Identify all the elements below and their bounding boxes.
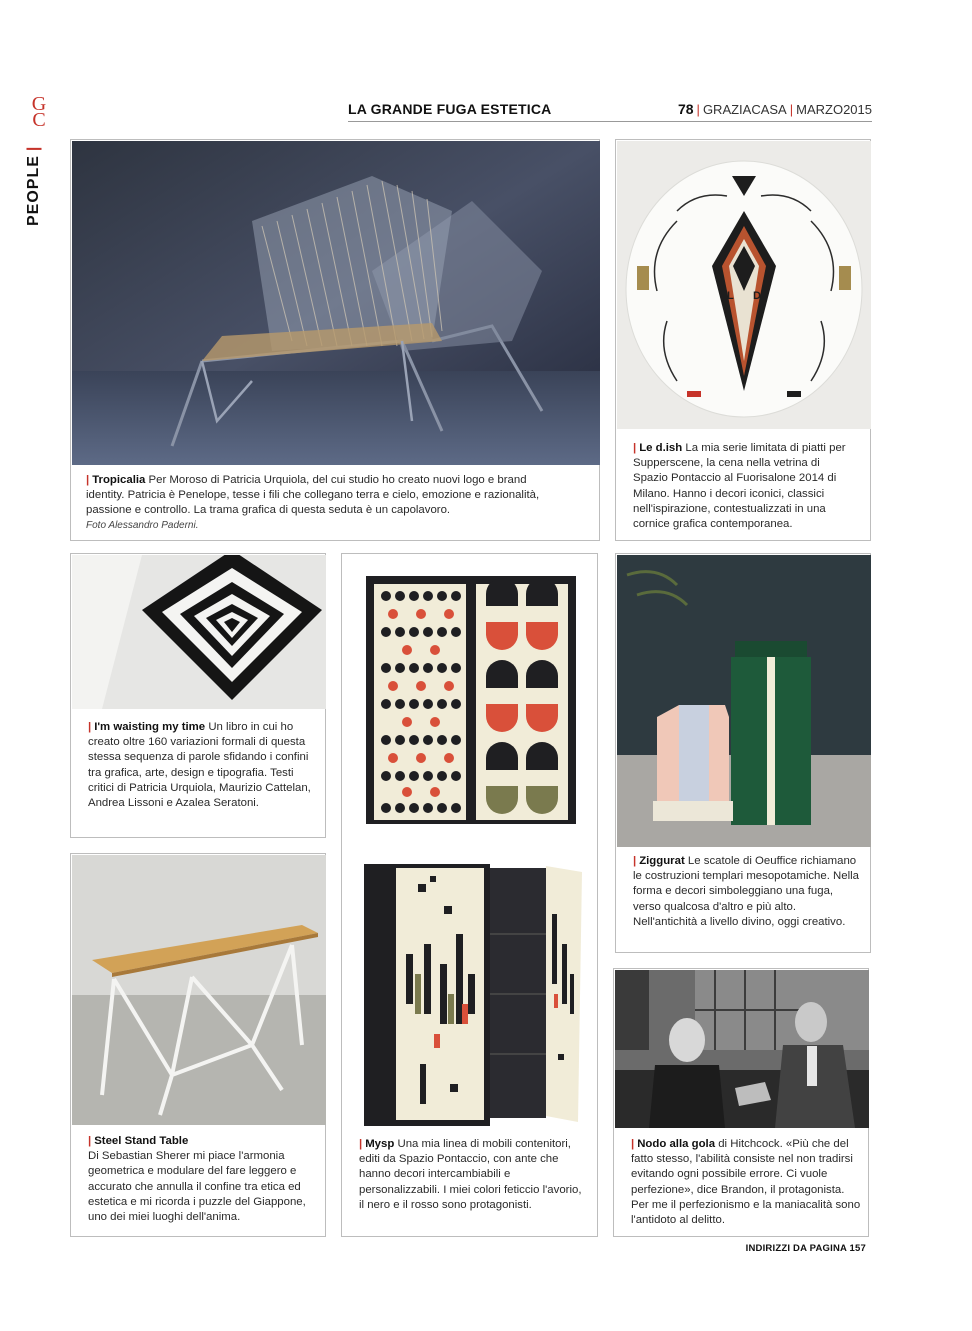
ledish-title: Le d.ish <box>639 442 683 454</box>
steel-text: Di Sebastian Sherer mi piace l'armonia geometrica e modulare del fare leggero e accurato che annulla il confine tra etica ed estetica e mi ricorda i puzzle del Giappone, uno dei miei luoghi dell'anima. <box>88 1150 306 1224</box>
magazine-logo <box>30 93 48 131</box>
mysp-cabinet-photo-1 <box>360 572 582 828</box>
ledish-caption: | Le d.ish La mia serie limitata di piatti per Supperscene, la cena nella vetrina di Spazio Pontaccio al Fuorisalone 2014 di Milano. Hanno i decori iconici, classici nell'ispirazione, contestualizzati in una cornice grafica contemporanea. <box>633 442 846 531</box>
steel-card <box>70 853 326 1237</box>
waisting-title: I'm waisting my time <box>94 721 206 733</box>
nodo-caption: | Nodo alla gola di Hitchcock. «Più che del fatto stesso, l'abilità consiste nel non tradirsi evitando ogni possibile errore. Ci vuole perfezione», dice Brandon, il protagonista. Per me il perfezionismo e la maniacalità sono l'antidoto al delitto. <box>631 1138 861 1227</box>
waisting-card <box>70 553 326 838</box>
nodo-title: Nodo alla gola <box>637 1138 716 1150</box>
tropicalia-text: Per Moroso di Patricia Urquiola, del cui studio ho creato nuovi logo e brand identity. Patricia è Penelope, tesse i fili che collegano terra e cielo, emozione e razionalità, passione e controllo. La trama grafica di questa seduta è un capolavoro. <box>86 474 540 517</box>
section-label-text: PEOPLE <box>25 155 42 226</box>
tropicalia-credit: Foto Alessandro Paderni. <box>86 519 199 531</box>
issue-date: MARZO2015 <box>796 102 872 117</box>
ziggurat-text: Le scatole di Oeuffice richiamano le costruzioni templari mesopotamiche. Nella forma e decori simboleggiano una fuga, verso qualcosa d'altro e più alto. Nell'antichità a livello divino, oggi creativo. <box>633 855 860 928</box>
plate-letter-l: L <box>727 290 734 302</box>
steel-photo <box>72 855 326 1125</box>
logo-letter-c: C <box>32 109 46 131</box>
page-number: 78 <box>677 101 694 117</box>
magazine-name: GRAZIACASA <box>702 102 787 117</box>
waisting-caption: | I'm waisting my time Un libro in cui ho creato oltre 160 variazioni formali di questa stessa sequenza di parole sfidando i confini tra grafica, arte, design e tipografia. Testi critici di Patricia Urquiola, Maurizio Cattelan, Andrea Lissoni e Azalea Seratoni. <box>88 721 311 810</box>
ziggurat-photo <box>617 555 871 847</box>
ziggurat-caption: | Ziggurat Le scatole di Oeuffice richiamano le costruzioni templari mesopotamiche. Nella forma e decori simboleggiano una fuga, verso qualcosa d'altro e più alto. Nell'antichità a livello divino, oggi creativo. <box>633 855 860 928</box>
header-rule <box>348 121 872 122</box>
address-reference: INDIRIZZI DA PAGINA 157 <box>745 1243 866 1254</box>
mysp-cabinet-photo-2 <box>360 854 582 1136</box>
section-label-bar: | <box>25 145 42 152</box>
ledish-photo <box>617 141 871 429</box>
mysp-text: Una mia linea di mobili contenitori, editi da Spazio Pontaccio, con ante che hanno decori intercambiabili e personalizzabili. I miei colori feticcio l'avorio, il nero e il rosso sono protagonisti. <box>359 1138 582 1211</box>
section-label <box>25 146 43 226</box>
nodo-card <box>613 968 869 1237</box>
waisting-photo <box>72 555 326 709</box>
ledish-text: La mia serie limitata di piatti per Supperscene, la cena nella vetrina di Spazio Pontaccio al Fuorisalone 2014 di Milano. Hanno i decori iconici, classici nell'ispirazione, contestualizzati in una cornice grafica contemporanea. <box>633 442 846 531</box>
plate-letter-d: D <box>753 290 761 302</box>
nodo-text: di Hitchcock. «Più che del fatto stesso, l'abilità consiste nel non tradirsi evitando ogni possibile errore. Ci vuole perfezione», dice Brandon, il protagonista. Per me il perfezionismo e la maniacalità sono l'antidoto al delitto. <box>631 1138 861 1227</box>
mysp-caption: | Mysp Una mia linea di mobili contenitori, editi da Spazio Pontaccio, con ante che hanno decori intercambiabili e personalizzabili. I miei colori feticcio l'avorio, il nero e il rosso sono protagonisti. <box>359 1138 582 1211</box>
tropicalia-title: Tropicalia <box>92 474 146 486</box>
steel-caption: | Steel Stand Table Di Sebastian Sherer mi piace l'armonia geometrica e modulare del fare leggero e accurato che annulla il confine tra etica ed estetica e mi ricorda i puzzle del Giappone, uno dei miei luoghi dell'anima. <box>88 1135 306 1224</box>
logo-letter-g: G <box>31 93 47 115</box>
tropicalia-caption: | Tropicalia Per Moroso di Patricia Urquiola, del cui studio ho creato nuovi logo e brand identity. Patricia è Penelope, tesse i fili che collegano terra e cielo, emozione e razionalità, passione e controllo. La trama grafica di questa seduta è un capolavoro. Foto Alessandro Paderni. <box>86 473 566 532</box>
tropicalia-photo <box>72 141 600 465</box>
mysp-title: Mysp <box>365 1138 395 1150</box>
waisting-text: Un libro in cui ho creato oltre 160 variazioni formali di questa stessa sequenza di parole sfidando i confini tra grafica, arte, design e tipografia. Testi critici di Patricia Urquiola, Maurizio Cattelan, Andrea Lissoni e Azalea Seratoni. <box>88 721 311 810</box>
page-title: LA GRANDE FUGA ESTETICA <box>348 101 552 117</box>
ziggurat-card <box>615 553 871 953</box>
steel-title: Steel Stand Table <box>94 1135 189 1147</box>
page-header-info: 78 | GRAZIACASA | MARZO2015 <box>677 101 872 117</box>
nodo-photo <box>615 970 869 1128</box>
ziggurat-title: Ziggurat <box>639 855 685 867</box>
ledish-card <box>615 139 871 541</box>
tropicalia-card <box>70 139 600 541</box>
mysp-card <box>341 553 598 1237</box>
